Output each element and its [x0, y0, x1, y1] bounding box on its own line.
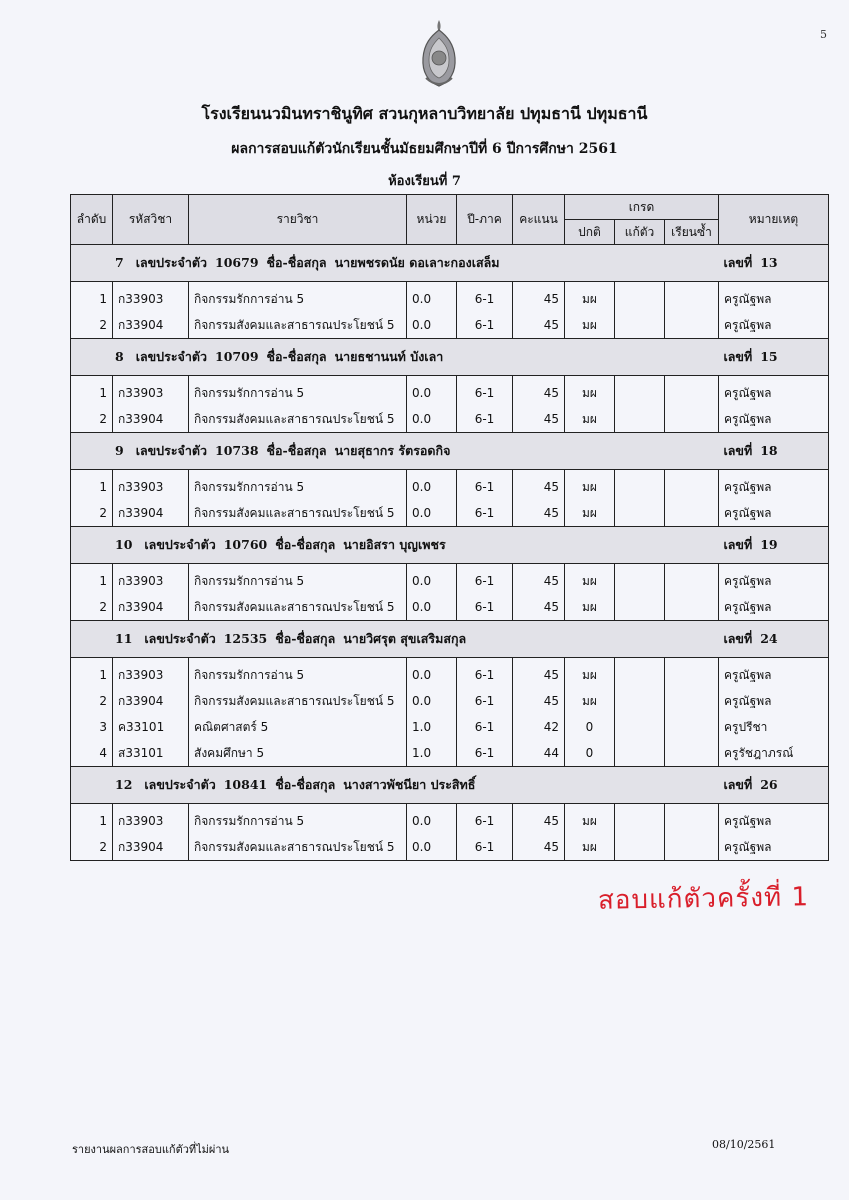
footer-date: 08/10/2561: [712, 1138, 776, 1151]
course-remark: ครูณัฐพล: [719, 834, 829, 861]
grade-remedial: [615, 688, 665, 714]
header-code: รหัสวิชา: [113, 195, 189, 245]
seat-number: 15: [760, 349, 778, 364]
course-remark: ครูรัชฎาภรณ์: [719, 740, 829, 767]
course-score: 45: [513, 564, 565, 595]
course-row: [71, 500, 829, 527]
grade-remedial: [615, 658, 665, 689]
course-unit: 0.0: [407, 312, 457, 339]
course-score: 42: [513, 714, 565, 740]
course-row: [71, 312, 829, 339]
course-row: [71, 282, 829, 313]
student-row: [71, 433, 829, 470]
classroom-label: ห้องเรียนที่ 7: [388, 174, 461, 189]
course-row: [71, 406, 829, 433]
header-remedial: แก้ตัว: [615, 220, 665, 245]
student-name: นายธชานนท์ บังเลา: [334, 349, 444, 364]
student-info: [71, 621, 719, 658]
student-row: [71, 527, 829, 564]
student-id: 10841: [223, 777, 268, 792]
student-name: นางสาวพัชนียา ประสิทธิ์: [343, 777, 476, 792]
course-subject: กิจกรรมรักการอ่าน 5: [189, 564, 407, 595]
course-unit: 0.0: [407, 376, 457, 407]
student-row: [71, 767, 829, 804]
school-emblem-icon: [414, 18, 464, 90]
course-term: 6-1: [457, 688, 513, 714]
grade-normal: 0: [565, 740, 615, 767]
course-unit: 0.0: [407, 594, 457, 621]
course-order: 2: [71, 312, 113, 339]
student-name-label: ชื่อ-ชื่อสกุล: [275, 631, 336, 646]
student-no: 10: [115, 537, 133, 552]
header-unit: หน่วย: [407, 195, 457, 245]
course-subject: กิจกรรมสังคมและสาธารณประโยชน์ 5: [189, 406, 407, 433]
student-seat: [719, 621, 829, 658]
course-row: [71, 376, 829, 407]
course-row: [71, 804, 829, 835]
seat-label: เลขที่: [723, 443, 753, 458]
grade-normal: มผ: [565, 688, 615, 714]
course-term: 6-1: [457, 376, 513, 407]
header-subject: รายวิชา: [189, 195, 407, 245]
student-seat: [719, 767, 829, 804]
course-remark: ครูณัฐพล: [719, 688, 829, 714]
student-id-label: เลขประจำตัว: [144, 777, 216, 792]
student-info: [71, 527, 719, 564]
course-order: 1: [71, 804, 113, 835]
course-remark: ครูณัฐพล: [719, 658, 829, 689]
course-term: 6-1: [457, 804, 513, 835]
course-order: 2: [71, 594, 113, 621]
grade-repeat: [665, 740, 719, 767]
grade-repeat: [665, 804, 719, 835]
course-term: 6-1: [457, 740, 513, 767]
seat-number: 18: [760, 443, 778, 458]
grades-body: [71, 245, 829, 861]
grade-remedial: [615, 470, 665, 501]
course-code: ก33903: [113, 658, 189, 689]
course-unit: 0.0: [407, 282, 457, 313]
course-subject: กิจกรรมสังคมและสาธารณประโยชน์ 5: [189, 688, 407, 714]
grade-repeat: [665, 688, 719, 714]
course-score: 45: [513, 470, 565, 501]
course-code: ก33904: [113, 688, 189, 714]
grade-normal: มผ: [565, 658, 615, 689]
course-order: 2: [71, 406, 113, 433]
course-row: [71, 714, 829, 740]
course-score: 45: [513, 688, 565, 714]
grade-normal: มผ: [565, 282, 615, 313]
course-code: ก33903: [113, 564, 189, 595]
course-score: 45: [513, 804, 565, 835]
grade-repeat: [665, 834, 719, 861]
course-code: ก33903: [113, 470, 189, 501]
grade-repeat: [665, 282, 719, 313]
student-id: 10679: [215, 255, 259, 270]
school-title: โรงเรียนนวมินทราชินูทิศ สวนกุหลาบวิทยาลัย ปทุมธานี ปทุมธานี: [201, 104, 648, 123]
student-no: 7: [115, 255, 124, 270]
course-unit: 0.0: [407, 804, 457, 835]
course-order: 1: [71, 376, 113, 407]
course-subject: กิจกรรมรักการอ่าน 5: [189, 470, 407, 501]
course-term: 6-1: [457, 406, 513, 433]
course-subject: กิจกรรมรักการอ่าน 5: [189, 804, 407, 835]
grade-repeat: [665, 406, 719, 433]
course-subject: กิจกรรมรักการอ่าน 5: [189, 658, 407, 689]
course-row: [71, 594, 829, 621]
header-grade: เกรด: [565, 195, 719, 220]
course-unit: 1.0: [407, 740, 457, 767]
course-unit: 1.0: [407, 714, 457, 740]
seat-label: เลขที่: [723, 777, 753, 792]
grade-normal: มผ: [565, 376, 615, 407]
grade-repeat: [665, 714, 719, 740]
student-id: 10709: [215, 349, 259, 364]
course-score: 45: [513, 376, 565, 407]
course-row: [71, 564, 829, 595]
course-term: 6-1: [457, 714, 513, 740]
course-score: 45: [513, 658, 565, 689]
student-name: นายวิศรุต สุขเสริมสกุล: [343, 631, 467, 646]
course-code: ก33904: [113, 406, 189, 433]
course-code: ค33101: [113, 714, 189, 740]
course-score: 45: [513, 312, 565, 339]
grade-repeat: [665, 564, 719, 595]
course-score: 45: [513, 500, 565, 527]
student-no: 11: [115, 631, 133, 646]
course-term: 6-1: [457, 834, 513, 861]
course-term: 6-1: [457, 658, 513, 689]
seat-number: 26: [760, 777, 778, 792]
course-order: 1: [71, 658, 113, 689]
grade-remedial: [615, 594, 665, 621]
course-code: ก33903: [113, 376, 189, 407]
course-subject: คณิตศาสตร์ 5: [189, 714, 407, 740]
course-order: 1: [71, 564, 113, 595]
student-row: [71, 339, 829, 376]
course-score: 45: [513, 282, 565, 313]
course-score: 45: [513, 406, 565, 433]
course-unit: 0.0: [407, 470, 457, 501]
course-order: 3: [71, 714, 113, 740]
student-seat: [719, 339, 829, 376]
header-order: ลำดับ: [71, 195, 113, 245]
course-subject: กิจกรรมสังคมและสาธารณประโยชน์ 5: [189, 834, 407, 861]
student-no: 9: [115, 443, 124, 458]
course-term: 6-1: [457, 312, 513, 339]
grade-remedial: [615, 500, 665, 527]
student-info: [71, 339, 719, 376]
course-order: 1: [71, 470, 113, 501]
course-code: ก33904: [113, 594, 189, 621]
seat-number: 13: [760, 255, 778, 270]
student-info: [71, 433, 719, 470]
student-name-label: ชื่อ-ชื่อสกุล: [275, 537, 336, 552]
student-name: นายอิสรา บุญเพชร: [343, 537, 446, 552]
student-info: [71, 245, 719, 282]
grade-remedial: [615, 804, 665, 835]
seat-label: เลขที่: [723, 537, 753, 552]
student-id-label: เลขประจำตัว: [144, 631, 216, 646]
course-subject: สังคมศึกษา 5: [189, 740, 407, 767]
course-order: 2: [71, 500, 113, 527]
student-seat: [719, 433, 829, 470]
grade-repeat: [665, 470, 719, 501]
course-unit: 0.0: [407, 658, 457, 689]
student-info: [71, 767, 719, 804]
grade-normal: มผ: [565, 594, 615, 621]
grade-normal: มผ: [565, 500, 615, 527]
header-score: คะแนน: [513, 195, 565, 245]
footer-report-name: รายงานผลการสอบแก้ตัวที่ไม่ผ่าน: [72, 1143, 230, 1156]
course-remark: ครูณัฐพล: [719, 312, 829, 339]
course-score: 45: [513, 594, 565, 621]
course-order: 4: [71, 740, 113, 767]
course-row: [71, 658, 829, 689]
grade-normal: มผ: [565, 406, 615, 433]
course-code: ก33904: [113, 312, 189, 339]
course-subject: กิจกรรมสังคมและสาธารณประโยชน์ 5: [189, 312, 407, 339]
course-unit: 0.0: [407, 688, 457, 714]
remedial-stamp: สอบแก้ตัวครั้งที่ 1: [597, 882, 810, 916]
grade-normal: มผ: [565, 312, 615, 339]
seat-number: 24: [760, 631, 778, 646]
course-remark: ครูณัฐพล: [719, 282, 829, 313]
page-number: 5: [820, 28, 827, 41]
course-row: [71, 688, 829, 714]
report-subtitle: ผลการสอบแก้ตัวนักเรียนชั้นมัธยมศึกษาปีที่ 6 ปีการศึกษา 2561: [231, 141, 618, 157]
course-term: 6-1: [457, 594, 513, 621]
header-repeat: เรียนซ้ำ: [665, 220, 719, 245]
course-row: [71, 834, 829, 861]
student-id-label: เลขประจำตัว: [135, 443, 208, 458]
header-term: ปี-ภาค: [457, 195, 513, 245]
grade-remedial: [615, 312, 665, 339]
student-no: 8: [115, 349, 124, 364]
grade-repeat: [665, 658, 719, 689]
student-row: [71, 245, 829, 282]
student-id: 10760: [223, 537, 268, 552]
grade-remedial: [615, 564, 665, 595]
grade-repeat: [665, 594, 719, 621]
grade-repeat: [665, 312, 719, 339]
student-seat: [719, 527, 829, 564]
student-id-label: เลขประจำตัว: [144, 537, 216, 552]
course-remark: ครูณัฐพล: [719, 500, 829, 527]
grade-remedial: [615, 740, 665, 767]
course-code: ก33903: [113, 804, 189, 835]
grade-remedial: [615, 834, 665, 861]
student-id: 10738: [215, 443, 259, 458]
student-name: นายพชรดนัย ดอเลาะกองเสล็ม: [334, 255, 500, 270]
grade-normal: มผ: [565, 470, 615, 501]
course-subject: กิจกรรมรักการอ่าน 5: [189, 282, 407, 313]
grade-remedial: [615, 406, 665, 433]
seat-label: เลขที่: [723, 349, 753, 364]
course-score: 45: [513, 834, 565, 861]
student-name-label: ชื่อ-ชื่อสกุล: [266, 255, 327, 270]
header-remark: หมายเหตุ: [719, 195, 829, 245]
course-term: 6-1: [457, 564, 513, 595]
course-unit: 0.0: [407, 500, 457, 527]
student-id-label: เลขประจำตัว: [135, 349, 208, 364]
student-row: [71, 621, 829, 658]
student-seat: [719, 245, 829, 282]
student-id-label: เลขประจำตัว: [135, 255, 208, 270]
course-term: 6-1: [457, 470, 513, 501]
course-row: [71, 740, 829, 767]
student-no: 12: [115, 777, 133, 792]
grade-normal: มผ: [565, 564, 615, 595]
grade-remedial: [615, 376, 665, 407]
header-normal: ปกติ: [565, 220, 615, 245]
seat-label: เลขที่: [723, 631, 753, 646]
grade-normal: มผ: [565, 804, 615, 835]
course-code: ก33903: [113, 282, 189, 313]
course-code: ก33904: [113, 500, 189, 527]
course-remark: ครูณัฐพล: [719, 804, 829, 835]
course-order: 2: [71, 834, 113, 861]
course-subject: กิจกรรมรักการอ่าน 5: [189, 376, 407, 407]
course-code: ก33904: [113, 834, 189, 861]
course-remark: ครูณัฐพล: [719, 564, 829, 595]
course-row: [71, 470, 829, 501]
course-unit: 0.0: [407, 834, 457, 861]
student-name-label: ชื่อ-ชื่อสกุล: [275, 777, 336, 792]
grade-normal: 0: [565, 714, 615, 740]
course-subject: กิจกรรมสังคมและสาธารณประโยชน์ 5: [189, 500, 407, 527]
course-order: 1: [71, 282, 113, 313]
course-remark: ครูปรีชา: [719, 714, 829, 740]
grade-normal: มผ: [565, 834, 615, 861]
course-remark: ครูณัฐพล: [719, 376, 829, 407]
grade-repeat: [665, 376, 719, 407]
seat-label: เลขที่: [723, 255, 753, 270]
grade-remedial: [615, 282, 665, 313]
course-remark: ครูณัฐพล: [719, 406, 829, 433]
course-unit: 0.0: [407, 406, 457, 433]
student-name-label: ชื่อ-ชื่อสกุล: [266, 349, 327, 364]
course-remark: ครูณัฐพล: [719, 594, 829, 621]
grade-repeat: [665, 500, 719, 527]
student-name-label: ชื่อ-ชื่อสกุล: [266, 443, 327, 458]
course-unit: 0.0: [407, 564, 457, 595]
course-term: 6-1: [457, 500, 513, 527]
course-subject: กิจกรรมสังคมและสาธารณประโยชน์ 5: [189, 594, 407, 621]
course-remark: ครูณัฐพล: [719, 470, 829, 501]
course-term: 6-1: [457, 282, 513, 313]
seat-number: 19: [760, 537, 778, 552]
course-score: 44: [513, 740, 565, 767]
grade-remedial: [615, 714, 665, 740]
grades-table: [70, 194, 829, 861]
student-name: นายสุธากร รัตรอดกิจ: [334, 443, 451, 458]
course-code: ส33101: [113, 740, 189, 767]
course-order: 2: [71, 688, 113, 714]
student-id: 12535: [223, 631, 268, 646]
